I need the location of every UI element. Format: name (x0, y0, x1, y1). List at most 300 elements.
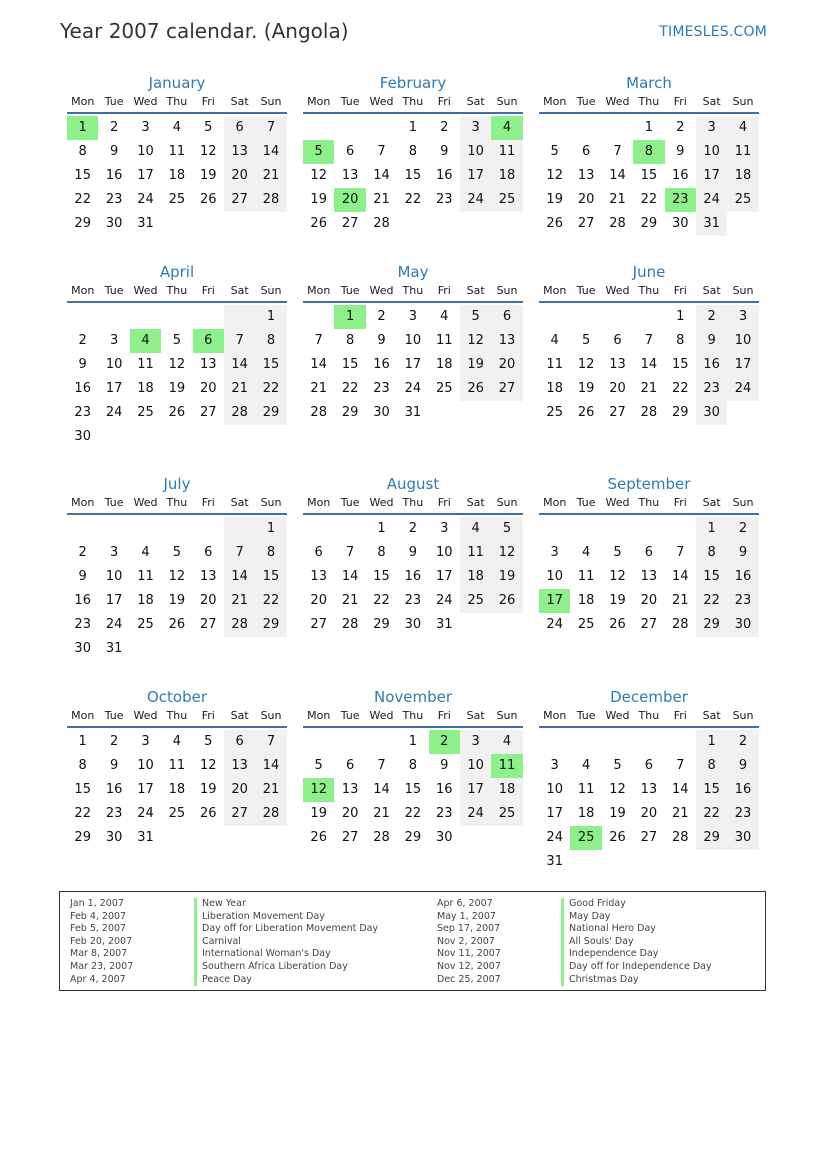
day-cell[interactable]: 18 (460, 565, 491, 589)
day-cell[interactable]: 8 (633, 140, 664, 164)
day-cell[interactable]: 9 (440, 758, 449, 773)
day-cell[interactable]: 2 (109, 120, 119, 135)
day-cell[interactable]: 4 (581, 758, 591, 773)
day-cell[interactable]: 4 (172, 120, 181, 135)
day-cell[interactable]: 20 (224, 164, 255, 188)
day-cell[interactable]: 12 (199, 144, 217, 159)
day-cell[interactable]: 30 (404, 617, 422, 632)
day-cell[interactable]: 15 (74, 168, 91, 183)
day-cell[interactable]: 16 (105, 782, 123, 797)
day-cell[interactable]: 28 (640, 405, 658, 420)
day-cell[interactable]: 7 (255, 730, 286, 754)
day-cell[interactable]: 22 (640, 192, 658, 207)
day-cell[interactable]: 31 (105, 641, 123, 656)
day-cell[interactable]: 16 (671, 168, 689, 183)
day-cell[interactable]: 6 (644, 545, 653, 560)
day-cell[interactable]: 6 (644, 758, 653, 773)
day-cell[interactable]: 14 (609, 168, 626, 183)
day-cell[interactable]: 16 (74, 593, 91, 608)
day-cell[interactable]: 31 (137, 830, 154, 845)
day-cell[interactable]: 27 (341, 830, 359, 845)
day-cell[interactable]: 11 (727, 140, 758, 164)
day-cell[interactable]: 29 (74, 830, 91, 845)
day-cell[interactable]: 4 (491, 116, 522, 140)
day-cell[interactable]: 28 (310, 405, 327, 420)
day-cell[interactable]: 17 (435, 569, 453, 584)
day-cell[interactable]: 6 (224, 116, 255, 140)
day-cell[interactable]: 4 (727, 116, 758, 140)
day-cell[interactable]: 25 (168, 192, 186, 207)
day-cell[interactable]: 11 (168, 758, 186, 773)
day-cell[interactable]: 12 (609, 569, 626, 584)
day-cell[interactable]: 20 (199, 381, 217, 396)
day-cell[interactable]: 28 (255, 188, 286, 212)
day-cell[interactable]: 17 (137, 168, 154, 183)
day-cell[interactable]: 15 (255, 353, 286, 377)
day-cell[interactable]: 13 (341, 782, 359, 797)
day-cell[interactable]: 17 (460, 164, 491, 188)
day-cell[interactable]: 7 (676, 545, 685, 560)
day-cell[interactable]: 30 (727, 613, 758, 637)
day-cell[interactable]: 13 (640, 782, 658, 797)
day-cell[interactable]: 22 (404, 192, 422, 207)
day-cell[interactable]: 1 (408, 734, 417, 749)
day-cell[interactable]: 7 (255, 116, 286, 140)
day-cell[interactable]: 30 (105, 216, 123, 231)
day-cell[interactable]: 14 (341, 569, 359, 584)
day-cell[interactable]: 22 (74, 192, 91, 207)
day-cell[interactable]: 8 (78, 144, 87, 159)
day-cell[interactable]: 27 (199, 617, 217, 632)
day-cell[interactable]: 17 (539, 589, 570, 613)
day-cell[interactable]: 1 (676, 309, 685, 324)
day-cell[interactable]: 9 (676, 144, 685, 159)
day-cell[interactable]: 18 (491, 164, 522, 188)
day-cell[interactable]: 30 (671, 216, 689, 231)
day-cell[interactable]: 30 (373, 405, 390, 420)
day-cell[interactable]: 21 (224, 589, 255, 613)
day-cell[interactable]: 26 (460, 377, 491, 401)
day-cell[interactable]: 12 (609, 782, 626, 797)
day-cell[interactable]: 11 (491, 754, 522, 778)
day-cell[interactable]: 27 (491, 377, 522, 401)
day-cell[interactable]: 29 (341, 405, 359, 420)
day-cell[interactable]: 10 (137, 144, 154, 159)
day-cell[interactable]: 11 (460, 541, 491, 565)
day-cell[interactable]: 31 (137, 216, 154, 231)
day-cell[interactable]: 26 (577, 405, 595, 420)
day-cell[interactable]: 18 (435, 357, 453, 372)
day-cell[interactable]: 9 (696, 329, 727, 353)
day-cell[interactable]: 17 (460, 778, 491, 802)
day-cell[interactable]: 14 (373, 168, 390, 183)
day-cell[interactable]: 14 (255, 140, 286, 164)
day-cell[interactable]: 9 (727, 541, 758, 565)
day-cell[interactable]: 29 (404, 830, 422, 845)
day-cell[interactable]: 4 (141, 545, 150, 560)
day-cell[interactable]: 9 (408, 545, 417, 560)
day-cell[interactable]: 3 (460, 730, 491, 754)
day-cell[interactable]: 18 (137, 593, 154, 608)
day-cell[interactable]: 23 (727, 589, 758, 613)
day-cell[interactable]: 29 (640, 216, 658, 231)
day-cell[interactable]: 2 (78, 545, 87, 560)
day-cell[interactable]: 15 (404, 782, 422, 797)
day-cell[interactable]: 17 (105, 593, 123, 608)
day-cell[interactable]: 6 (224, 730, 255, 754)
day-cell[interactable]: 29 (671, 405, 689, 420)
day-cell[interactable]: 1 (696, 730, 727, 754)
day-cell[interactable]: 14 (255, 754, 286, 778)
day-cell[interactable]: 8 (255, 329, 286, 353)
day-cell[interactable]: 22 (373, 593, 390, 608)
day-cell[interactable]: 17 (105, 381, 123, 396)
day-cell[interactable]: 5 (303, 140, 334, 164)
day-cell[interactable]: 12 (168, 357, 186, 372)
day-cell[interactable]: 10 (460, 140, 491, 164)
day-cell[interactable]: 27 (310, 617, 327, 632)
day-cell[interactable]: 8 (345, 333, 355, 348)
day-cell[interactable]: 2 (377, 309, 386, 324)
day-cell[interactable]: 28 (671, 830, 689, 845)
day-cell[interactable]: 10 (696, 140, 727, 164)
day-cell[interactable]: 1 (78, 734, 87, 749)
day-cell[interactable]: 6 (613, 333, 622, 348)
day-cell[interactable]: 10 (727, 329, 758, 353)
day-cell[interactable]: 3 (141, 734, 150, 749)
day-cell[interactable]: 24 (696, 188, 727, 212)
day-cell[interactable]: 20 (640, 806, 658, 821)
day-cell[interactable]: 20 (491, 353, 522, 377)
day-cell[interactable]: 16 (435, 168, 453, 183)
day-cell[interactable]: 7 (224, 329, 255, 353)
day-cell[interactable]: 19 (168, 381, 186, 396)
day-cell[interactable]: 21 (373, 806, 390, 821)
day-cell[interactable]: 31 (435, 617, 453, 632)
day-cell[interactable]: 23 (435, 192, 453, 207)
day-cell[interactable]: 5 (314, 758, 323, 773)
day-cell[interactable]: 25 (727, 188, 758, 212)
day-cell[interactable]: 24 (435, 593, 453, 608)
day-cell[interactable]: 21 (609, 192, 626, 207)
day-cell[interactable]: 23 (435, 806, 453, 821)
day-cell[interactable]: 23 (74, 617, 91, 632)
day-cell[interactable]: 4 (550, 333, 559, 348)
day-cell[interactable]: 5 (550, 144, 559, 159)
day-cell[interactable]: 29 (696, 826, 727, 850)
day-cell[interactable]: 3 (141, 120, 150, 135)
day-cell[interactable]: 7 (314, 333, 323, 348)
day-cell[interactable]: 2 (696, 305, 727, 329)
day-cell[interactable]: 3 (440, 521, 449, 536)
day-cell[interactable]: 24 (546, 830, 563, 845)
day-cell[interactable]: 2 (408, 521, 417, 536)
day-cell[interactable]: 26 (199, 192, 217, 207)
day-cell[interactable]: 7 (676, 758, 685, 773)
day-cell[interactable]: 28 (224, 401, 255, 425)
day-cell[interactable]: 24 (137, 192, 154, 207)
day-cell[interactable]: 5 (491, 517, 522, 541)
day-cell[interactable]: 13 (310, 569, 327, 584)
day-cell[interactable]: 17 (546, 806, 563, 821)
day-cell[interactable]: 20 (199, 593, 217, 608)
day-cell[interactable]: 27 (640, 617, 658, 632)
day-cell[interactable]: 28 (373, 830, 390, 845)
day-cell[interactable]: 19 (310, 192, 327, 207)
day-cell[interactable]: 7 (644, 333, 653, 348)
day-cell[interactable]: 11 (168, 144, 186, 159)
day-cell[interactable]: 6 (345, 144, 355, 159)
day-cell[interactable]: 11 (577, 569, 595, 584)
day-cell[interactable]: 26 (310, 830, 327, 845)
day-cell[interactable]: 31 (404, 405, 422, 420)
day-cell[interactable]: 29 (696, 613, 727, 637)
day-cell[interactable]: 20 (609, 381, 626, 396)
day-cell[interactable]: 19 (168, 593, 186, 608)
day-cell[interactable]: 4 (460, 517, 491, 541)
day-cell[interactable]: 17 (137, 782, 154, 797)
day-cell[interactable]: 10 (435, 545, 453, 560)
day-cell[interactable]: 21 (255, 778, 286, 802)
day-cell[interactable]: 26 (546, 216, 563, 231)
day-cell[interactable]: 16 (74, 381, 91, 396)
day-cell[interactable]: 3 (727, 305, 758, 329)
day-cell[interactable]: 24 (727, 377, 758, 401)
day-cell[interactable]: 5 (613, 758, 622, 773)
day-cell[interactable]: 22 (255, 377, 286, 401)
day-cell[interactable]: 7 (224, 541, 255, 565)
day-cell[interactable]: 10 (105, 569, 123, 584)
day-cell[interactable]: 5 (172, 333, 181, 348)
day-cell[interactable]: 15 (373, 569, 390, 584)
day-cell[interactable]: 28 (224, 613, 255, 637)
day-cell[interactable]: 23 (727, 802, 758, 826)
day-cell[interactable]: 23 (105, 806, 123, 821)
day-cell[interactable]: 6 (314, 545, 323, 560)
day-cell[interactable]: 13 (491, 329, 522, 353)
day-cell[interactable]: 21 (671, 593, 689, 608)
day-cell[interactable]: 25 (137, 405, 154, 420)
day-cell[interactable]: 13 (199, 569, 217, 584)
day-cell[interactable]: 20 (640, 593, 658, 608)
day-cell[interactable]: 25 (460, 589, 491, 613)
day-cell[interactable]: 4 (491, 730, 522, 754)
day-cell[interactable]: 27 (199, 405, 217, 420)
day-cell[interactable]: 5 (460, 305, 491, 329)
day-cell[interactable]: 2 (429, 730, 460, 754)
day-cell[interactable]: 13 (224, 754, 255, 778)
day-cell[interactable]: 24 (404, 381, 422, 396)
day-cell[interactable]: 22 (74, 806, 91, 821)
day-cell[interactable]: 10 (105, 357, 123, 372)
day-cell[interactable]: 2 (727, 730, 758, 754)
day-cell[interactable]: 4 (581, 545, 591, 560)
day-cell[interactable]: 6 (193, 329, 224, 353)
day-cell[interactable]: 3 (109, 545, 119, 560)
day-cell[interactable]: 14 (224, 565, 255, 589)
day-cell[interactable]: 30 (435, 830, 453, 845)
day-cell[interactable]: 9 (727, 754, 758, 778)
day-cell[interactable]: 29 (373, 617, 390, 632)
day-cell[interactable]: 11 (137, 357, 154, 372)
day-cell[interactable]: 25 (546, 405, 563, 420)
day-cell[interactable]: 23 (665, 188, 696, 212)
day-cell[interactable]: 9 (440, 144, 449, 159)
day-cell[interactable]: 25 (570, 826, 601, 850)
day-cell[interactable]: 1 (255, 305, 286, 329)
day-cell[interactable]: 10 (546, 782, 563, 797)
day-cell[interactable]: 7 (377, 758, 386, 773)
day-cell[interactable]: 11 (491, 140, 522, 164)
day-cell[interactable]: 8 (696, 754, 727, 778)
day-cell[interactable]: 1 (67, 116, 98, 140)
day-cell[interactable]: 18 (137, 381, 154, 396)
day-cell[interactable]: 26 (310, 216, 327, 231)
day-cell[interactable]: 1 (644, 120, 653, 135)
day-cell[interactable]: 28 (341, 617, 359, 632)
day-cell[interactable]: 3 (696, 116, 727, 140)
day-cell[interactable]: 18 (546, 381, 563, 396)
day-cell[interactable]: 13 (609, 357, 626, 372)
day-cell[interactable]: 30 (105, 830, 123, 845)
day-cell[interactable]: 25 (435, 381, 453, 396)
day-cell[interactable]: 12 (546, 168, 563, 183)
day-cell[interactable]: 19 (199, 782, 217, 797)
day-cell[interactable]: 13 (199, 357, 217, 372)
day-cell[interactable]: 26 (609, 617, 626, 632)
day-cell[interactable]: 24 (546, 617, 563, 632)
day-cell[interactable]: 22 (671, 381, 689, 396)
day-cell[interactable]: 8 (408, 758, 417, 773)
day-cell[interactable]: 18 (168, 168, 186, 183)
day-cell[interactable]: 27 (640, 830, 658, 845)
day-cell[interactable]: 11 (435, 333, 453, 348)
day-cell[interactable]: 12 (460, 329, 491, 353)
day-cell[interactable]: 30 (74, 641, 91, 656)
day-cell[interactable]: 19 (609, 806, 626, 821)
day-cell[interactable]: 16 (404, 569, 422, 584)
day-cell[interactable]: 19 (460, 353, 491, 377)
day-cell[interactable]: 14 (671, 569, 689, 584)
day-cell[interactable]: 10 (137, 758, 154, 773)
day-cell[interactable]: 4 (440, 309, 449, 324)
day-cell[interactable]: 2 (109, 734, 119, 749)
day-cell[interactable]: 19 (310, 806, 327, 821)
day-cell[interactable]: 28 (609, 216, 626, 231)
day-cell[interactable]: 8 (676, 333, 685, 348)
day-cell[interactable]: 20 (341, 806, 359, 821)
day-cell[interactable]: 3 (109, 333, 119, 348)
day-cell[interactable]: 15 (696, 565, 727, 589)
day-cell[interactable]: 11 (137, 569, 154, 584)
day-cell[interactable]: 22 (696, 802, 727, 826)
day-cell[interactable]: 23 (105, 192, 123, 207)
day-cell[interactable]: 8 (255, 541, 286, 565)
day-cell[interactable]: 1 (408, 120, 417, 135)
day-cell[interactable]: 20 (310, 593, 327, 608)
day-cell[interactable]: 27 (224, 802, 255, 826)
day-cell[interactable]: 13 (577, 168, 595, 183)
day-cell[interactable]: 26 (168, 617, 186, 632)
day-cell[interactable]: 3 (550, 758, 559, 773)
day-cell[interactable]: 22 (255, 589, 286, 613)
day-cell[interactable]: 27 (341, 216, 359, 231)
day-cell[interactable]: 10 (460, 754, 491, 778)
day-cell[interactable]: 12 (199, 758, 217, 773)
day-cell[interactable]: 25 (491, 188, 522, 212)
day-cell[interactable]: 25 (137, 617, 154, 632)
day-cell[interactable]: 11 (546, 357, 563, 372)
day-cell[interactable]: 29 (74, 216, 91, 231)
day-cell[interactable]: 14 (640, 357, 658, 372)
day-cell[interactable]: 16 (105, 168, 123, 183)
day-cell[interactable]: 13 (341, 168, 359, 183)
day-cell[interactable]: 23 (404, 593, 422, 608)
day-cell[interactable]: 6 (581, 144, 591, 159)
day-cell[interactable]: 19 (546, 192, 563, 207)
day-cell[interactable]: 12 (577, 357, 595, 372)
day-cell[interactable]: 21 (671, 806, 689, 821)
day-cell[interactable]: 12 (168, 569, 186, 584)
day-cell[interactable]: 1 (696, 517, 727, 541)
day-cell[interactable]: 24 (105, 617, 123, 632)
day-cell[interactable]: 15 (74, 782, 91, 797)
day-cell[interactable]: 1 (334, 305, 365, 329)
day-cell[interactable]: 16 (727, 778, 758, 802)
day-cell[interactable]: 22 (341, 381, 359, 396)
day-cell[interactable]: 21 (310, 381, 327, 396)
day-cell[interactable]: 31 (546, 854, 563, 869)
day-cell[interactable]: 8 (377, 545, 386, 560)
day-cell[interactable]: 4 (130, 329, 161, 353)
day-cell[interactable]: 18 (491, 778, 522, 802)
day-cell[interactable]: 19 (577, 381, 595, 396)
day-cell[interactable]: 22 (696, 589, 727, 613)
day-cell[interactable]: 10 (546, 569, 563, 584)
day-cell[interactable]: 10 (404, 333, 422, 348)
day-cell[interactable]: 15 (671, 357, 689, 372)
day-cell[interactable]: 16 (727, 565, 758, 589)
day-cell[interactable]: 22 (404, 806, 422, 821)
day-cell[interactable]: 27 (609, 405, 626, 420)
day-cell[interactable]: 2 (676, 120, 685, 135)
day-cell[interactable]: 21 (224, 377, 255, 401)
day-cell[interactable]: 5 (172, 545, 181, 560)
day-cell[interactable]: 21 (640, 381, 658, 396)
day-cell[interactable]: 15 (255, 565, 286, 589)
day-cell[interactable]: 23 (74, 405, 91, 420)
day-cell[interactable]: 9 (78, 569, 87, 584)
day-cell[interactable]: 26 (491, 589, 522, 613)
day-cell[interactable]: 7 (613, 144, 622, 159)
day-cell[interactable]: 20 (224, 778, 255, 802)
day-cell[interactable]: 12 (303, 778, 334, 802)
day-cell[interactable]: 25 (168, 806, 186, 821)
day-cell[interactable]: 12 (310, 168, 327, 183)
day-cell[interactable]: 29 (255, 613, 286, 637)
day-cell[interactable]: 15 (341, 357, 359, 372)
day-cell[interactable]: 6 (345, 758, 355, 773)
day-cell[interactable]: 2 (440, 120, 449, 135)
day-cell[interactable]: 9 (78, 357, 87, 372)
day-cell[interactable]: 20 (577, 192, 595, 207)
day-cell[interactable]: 13 (224, 140, 255, 164)
day-cell[interactable]: 9 (377, 333, 386, 348)
day-cell[interactable]: 19 (609, 593, 626, 608)
day-cell[interactable]: 14 (373, 782, 390, 797)
day-cell[interactable]: 15 (696, 778, 727, 802)
day-cell[interactable]: 7 (345, 545, 355, 560)
